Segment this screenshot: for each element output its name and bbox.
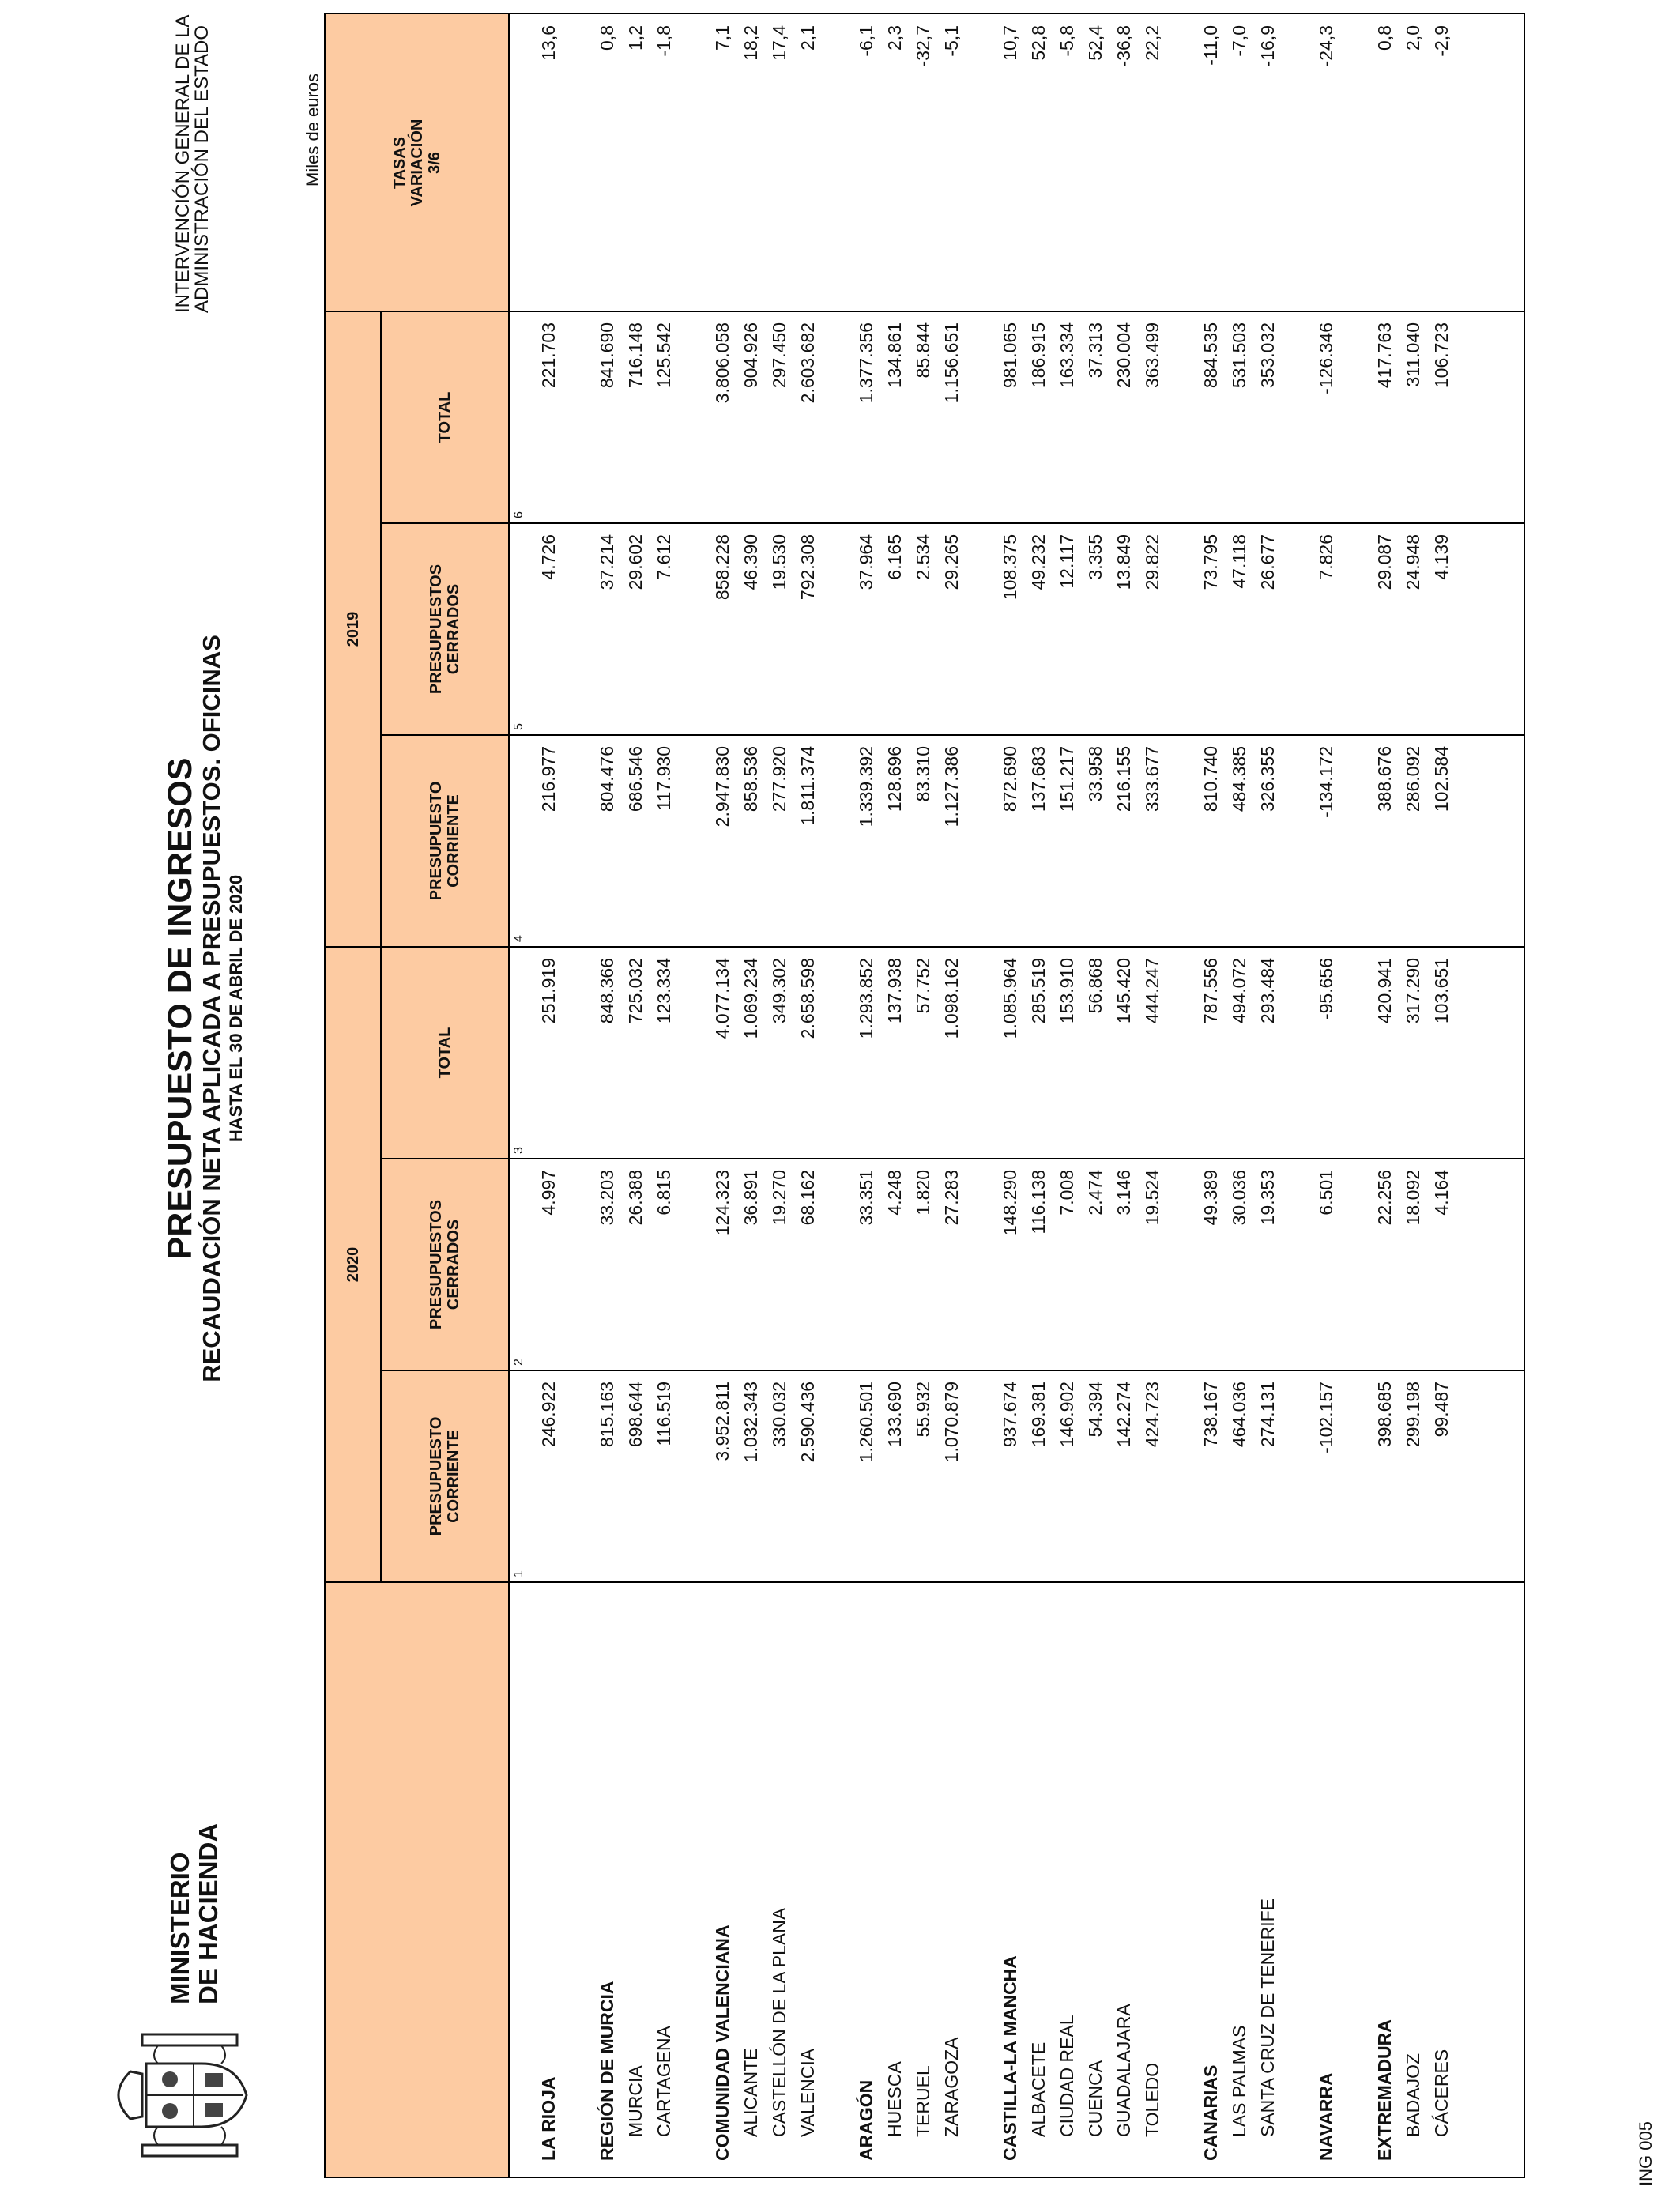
value-cell: 2.474 (1085, 1170, 1106, 1216)
document-code: ING 005 (1636, 2121, 1656, 2186)
report-title: PRESUPUESTO DE INGRESOS (161, 757, 199, 1260)
rate-cell: -6,1 (856, 25, 876, 57)
value-cell: 83.310 (913, 746, 933, 802)
province-row (909, 11, 937, 2177)
rate-cell: -36,8 (1113, 25, 1134, 67)
year-2020-header: 2020 (345, 1246, 362, 1283)
value-cell: 33.203 (597, 1170, 617, 1226)
igae-line-2: ADMINISTRACIÓN DEL ESTADO (191, 25, 213, 313)
header-total-2020: TOTAL (436, 1027, 454, 1079)
value-cell: 3.146 (1113, 1170, 1134, 1216)
value-cell: 858.536 (740, 746, 761, 812)
value-cell: 333.677 (1142, 746, 1162, 812)
value-cell: 1.069.234 (740, 958, 761, 1039)
value-cell: 981.065 (1000, 322, 1020, 389)
value-cell: 6.501 (1316, 1170, 1336, 1216)
column-number: 6 (512, 511, 525, 518)
value-cell: 4.139 (1431, 534, 1452, 580)
column-number: 4 (512, 935, 525, 942)
rate-cell: -1,8 (654, 25, 674, 57)
province-row (793, 11, 822, 2177)
region-row (1196, 11, 1225, 2177)
rate-cell: 18,2 (740, 25, 761, 61)
rate-cell: -2,9 (1431, 25, 1452, 57)
province-name: VALENCIA (797, 2048, 818, 2137)
units-label: Miles de euros (303, 73, 322, 187)
province-row (937, 11, 966, 2177)
province-name: TOLEDO (1142, 2062, 1162, 2137)
value-cell: 68.162 (797, 1170, 818, 1226)
value-cell: 169.381 (1028, 1382, 1049, 1448)
province-row (650, 11, 678, 2177)
value-cell: 29.822 (1142, 534, 1162, 590)
rate-cell: 52,8 (1028, 25, 1049, 61)
rate-cell: -24,3 (1316, 25, 1336, 67)
value-cell: 26.388 (625, 1170, 646, 1226)
region-row (852, 11, 880, 2177)
value-cell: 3.355 (1085, 534, 1106, 580)
value-cell: 738.167 (1200, 1382, 1221, 1448)
province-name: CÁCERES (1431, 2049, 1452, 2137)
value-cell: 33.958 (1085, 746, 1106, 802)
value-cell: 7.826 (1316, 534, 1336, 580)
value-cell: 484.385 (1229, 746, 1249, 812)
value-cell: 2.534 (913, 534, 933, 580)
value-cell: 285.519 (1028, 958, 1049, 1024)
column-number: 2 (512, 1359, 525, 1366)
value-cell: 277.920 (769, 746, 789, 812)
value-cell: 1.127.386 (941, 746, 962, 827)
value-cell: 2.603.682 (797, 322, 818, 404)
revenue-table (324, 13, 1525, 2178)
rate-cell: 10,7 (1000, 25, 1020, 61)
value-cell: 134.861 (884, 322, 905, 389)
province-name: ALBACETE (1028, 2041, 1049, 2137)
province-row (1253, 11, 1282, 2177)
value-cell: 420.941 (1374, 958, 1395, 1024)
rate-cell: 1,2 (625, 25, 646, 51)
value-cell: 3.806.058 (712, 322, 733, 404)
value-cell: 4.164 (1431, 1170, 1452, 1216)
value-cell: 1.070.879 (941, 1382, 962, 1463)
province-row (1399, 11, 1427, 2177)
value-cell: 6.165 (884, 534, 905, 580)
value-cell: 46.390 (740, 534, 761, 590)
rate-cell: -7,0 (1229, 25, 1249, 57)
value-cell: 37.964 (856, 534, 876, 590)
value-cell: 349.302 (769, 958, 789, 1024)
value-cell: 398.685 (1374, 1382, 1395, 1448)
rate-cell: -11,0 (1200, 25, 1221, 66)
value-cell: 293.484 (1257, 958, 1278, 1024)
value-cell: 49.389 (1200, 1170, 1221, 1226)
value-cell: 725.032 (625, 958, 646, 1024)
value-cell: 904.926 (740, 322, 761, 389)
rate-cell: 22,2 (1142, 25, 1162, 61)
value-cell: 1.156.651 (941, 322, 962, 404)
value-cell: 388.676 (1374, 746, 1395, 812)
value-cell: 494.072 (1229, 958, 1249, 1024)
value-cell: 13.849 (1113, 534, 1134, 590)
value-cell: 792.308 (797, 534, 818, 601)
rate-cell: -32,7 (913, 25, 933, 67)
value-cell: 3.952.811 (712, 1382, 733, 1461)
value-cell: 145.420 (1113, 958, 1134, 1024)
value-cell: 872.690 (1000, 746, 1020, 812)
rate-cell: 7,1 (712, 25, 733, 51)
header-tasas-variacion: TASAS VARIACIÓN 3/6 (391, 119, 443, 207)
province-name: CUENCA (1085, 2060, 1106, 2137)
value-cell: 1.085.964 (1000, 958, 1020, 1039)
rate-cell: 2,1 (797, 25, 818, 51)
value-cell: 464.036 (1229, 1382, 1249, 1448)
region-name: LA RIOJA (538, 2076, 559, 2161)
value-cell: 153.910 (1057, 958, 1077, 1024)
province-name: SANTA CRUZ DE TENERIFE (1257, 1898, 1278, 2137)
value-cell: 804.476 (597, 746, 617, 812)
column-number: 5 (512, 723, 525, 730)
rate-cell: -5,8 (1057, 25, 1077, 57)
value-cell: 1.377.356 (856, 322, 876, 404)
province-name: ZARAGOZA (941, 2037, 962, 2137)
value-cell: 19.530 (769, 534, 789, 590)
value-cell: 116.519 (654, 1382, 674, 1446)
value-cell: 19.353 (1257, 1170, 1278, 1226)
province-row (1138, 11, 1166, 2177)
value-cell: 1.293.852 (856, 958, 876, 1039)
province-row (880, 11, 909, 2177)
rate-cell: 13,6 (538, 25, 559, 61)
value-cell: 124.323 (712, 1170, 733, 1236)
value-cell: 2.590.436 (797, 1382, 818, 1463)
province-row (765, 11, 793, 2177)
value-cell: 7.008 (1057, 1170, 1077, 1216)
value-cell: 2.658.598 (797, 958, 818, 1039)
value-cell: 848.366 (597, 958, 617, 1024)
value-cell: 19.270 (769, 1170, 789, 1226)
coat-of-arms-icon (111, 2028, 261, 2162)
value-cell: -102.157 (1316, 1382, 1336, 1453)
region-name: CASTILLA-LA MANCHA (1000, 1955, 1020, 2161)
header-presupuestos-cerrados-2019: PRESUPUESTOS CERRADOS (428, 564, 462, 695)
rate-cell: -5,1 (941, 25, 962, 57)
header-presupuestos-cerrados-2020: PRESUPUESTOS CERRADOS (428, 1199, 462, 1330)
value-cell: 317.290 (1403, 958, 1423, 1024)
region-row (593, 11, 621, 2177)
value-cell: 33.351 (856, 1170, 876, 1226)
value-cell: 531.503 (1229, 322, 1249, 389)
region-row (1312, 11, 1340, 2177)
value-cell: 297.450 (769, 322, 789, 389)
value-cell: 326.355 (1257, 746, 1278, 812)
value-cell: 274.131 (1257, 1382, 1278, 1448)
value-cell: 24.948 (1403, 534, 1423, 590)
value-cell: 2.947.830 (712, 746, 733, 827)
value-cell: 246.922 (538, 1382, 559, 1448)
province-name: TERUEL (913, 2065, 933, 2137)
value-cell: 137.683 (1028, 746, 1049, 812)
ministry-line-2: DE HACIENDA (194, 1823, 223, 2004)
province-name: CIUDAD REAL (1057, 2015, 1077, 2137)
region-name: COMUNIDAD VALENCIANA (712, 1924, 733, 2161)
value-cell: 1.820 (913, 1170, 933, 1216)
value-cell: -134.172 (1316, 746, 1336, 818)
province-row (736, 11, 765, 2177)
value-cell: 49.232 (1028, 534, 1049, 590)
value-cell: 858.228 (712, 534, 733, 601)
value-cell: 55.932 (913, 1382, 933, 1438)
province-name: CASTELLÓN DE LA PLANA (769, 1907, 789, 2137)
column-number: 3 (512, 1147, 525, 1154)
rate-cell: 2,0 (1403, 25, 1423, 51)
province-row (1081, 11, 1109, 2177)
value-cell: 18.092 (1403, 1170, 1423, 1226)
column-number: 1 (512, 1570, 525, 1578)
value-cell: 1.098.162 (941, 958, 962, 1039)
province-name: GUADALAJARA (1113, 2004, 1134, 2137)
value-cell: 37.214 (597, 534, 617, 590)
value-cell: 128.696 (884, 746, 905, 812)
value-cell: 85.844 (913, 322, 933, 379)
province-name: BADAJOZ (1403, 2053, 1423, 2137)
ministry-name (166, 1823, 223, 2004)
region-name: REGIÓN DE MURCIA (597, 1981, 617, 2161)
value-cell: 56.868 (1085, 958, 1106, 1014)
value-cell: 787.556 (1200, 958, 1221, 1024)
province-name: HUESCA (884, 2061, 905, 2137)
value-cell: 117.930 (654, 746, 674, 811)
rate-cell: 2,3 (884, 25, 905, 51)
value-cell: 330.032 (769, 1382, 789, 1448)
header-presupuesto-corriente-2019: PRESUPUESTO CORRIENTE (428, 781, 462, 901)
value-cell: 937.674 (1000, 1382, 1020, 1448)
value-cell: 810.740 (1200, 746, 1221, 812)
value-cell: 716.148 (625, 322, 646, 389)
province-row (1053, 11, 1081, 2177)
value-cell: 73.795 (1200, 534, 1221, 590)
value-cell: 26.677 (1257, 534, 1278, 590)
value-cell: 108.375 (1000, 534, 1020, 601)
header-presupuesto-corriente-2020: PRESUPUESTO CORRIENTE (428, 1416, 462, 1536)
value-cell: 230.004 (1113, 322, 1134, 389)
report-titles (162, 613, 247, 1404)
value-cell: 29.602 (625, 534, 646, 590)
province-name: MURCIA (625, 2065, 646, 2137)
region-row (708, 11, 736, 2177)
value-cell: 286.092 (1403, 746, 1423, 812)
value-cell: 186.915 (1028, 322, 1049, 389)
value-cell: 216.977 (538, 746, 559, 812)
value-cell: 54.394 (1085, 1382, 1106, 1438)
province-name: LAS PALMAS (1229, 2025, 1249, 2137)
rate-cell: 17,4 (769, 25, 789, 61)
value-cell: 103.651 (1431, 958, 1452, 1024)
value-cell: -126.346 (1316, 322, 1336, 394)
rate-cell: 0,8 (1374, 25, 1395, 51)
province-row (1109, 11, 1138, 2177)
province-row (621, 11, 650, 2177)
value-cell: 221.703 (538, 322, 559, 389)
rate-cell: -16,9 (1257, 25, 1278, 67)
value-cell: 1.032.343 (740, 1382, 761, 1463)
value-cell: 417.763 (1374, 322, 1395, 389)
value-cell: 133.690 (884, 1382, 905, 1448)
value-cell: 27.283 (941, 1170, 962, 1226)
value-cell: 1.811.374 (797, 746, 818, 826)
value-cell: 37.313 (1085, 322, 1106, 379)
value-cell: 251.919 (538, 958, 559, 1024)
value-cell: 12.117 (1057, 534, 1077, 589)
ministry-line-1: MINISTERIO (165, 1852, 194, 2004)
value-cell: 36.891 (740, 1170, 761, 1226)
value-cell: 815.163 (597, 1382, 617, 1448)
value-cell: 30.036 (1229, 1170, 1249, 1226)
value-cell: 299.198 (1403, 1382, 1423, 1448)
value-cell: 4.248 (884, 1170, 905, 1216)
region-row (534, 11, 563, 2177)
value-cell: 29.265 (941, 534, 962, 590)
rate-cell: 52,4 (1085, 25, 1106, 61)
value-cell: 424.723 (1142, 1382, 1162, 1448)
value-cell: 698.644 (625, 1382, 646, 1448)
value-cell: 841.690 (597, 322, 617, 389)
value-cell: 116.138 (1028, 1170, 1049, 1235)
value-cell: 123.334 (654, 958, 674, 1024)
value-cell: 1.339.392 (856, 746, 876, 827)
report-date: HASTA EL 30 DE ABRIL DE 2020 (226, 874, 246, 1143)
value-cell: 99.487 (1431, 1382, 1452, 1438)
value-cell: 4.997 (538, 1170, 559, 1216)
value-cell: 216.155 (1113, 746, 1134, 812)
value-cell: 22.256 (1374, 1170, 1395, 1226)
region-name: ARAGÓN (856, 2079, 876, 2161)
value-cell: 884.535 (1200, 322, 1221, 389)
value-cell: 106.723 (1431, 322, 1452, 389)
value-cell: 102.584 (1431, 746, 1452, 812)
province-row (1225, 11, 1253, 2177)
province-row (1427, 11, 1456, 2177)
region-row (996, 11, 1024, 2177)
year-2019-header: 2019 (345, 611, 362, 647)
value-cell: 142.274 (1113, 1382, 1134, 1448)
value-cell: 444.247 (1142, 958, 1162, 1024)
province-name: CARTAGENA (654, 2025, 674, 2137)
value-cell: 19.524 (1142, 1170, 1162, 1226)
value-cell: 6.815 (654, 1170, 674, 1216)
rate-cell: 0,8 (597, 25, 617, 51)
value-cell: 4.077.134 (712, 958, 733, 1039)
header-total-2019: TOTAL (436, 391, 454, 443)
value-cell: 353.032 (1257, 322, 1278, 389)
igae-line-1: INTERVENCIÓN GENERAL DE LA (172, 14, 194, 313)
report-subtitle: RECAUDACIÓN NETA APLICADA A PRESUPUESTOS. OFICINAS (198, 635, 225, 1382)
value-cell: 163.334 (1057, 322, 1077, 389)
value-cell: 151.217 (1057, 746, 1077, 812)
value-cell: 148.290 (1000, 1170, 1020, 1236)
value-cell: -95.656 (1316, 958, 1336, 1020)
region-name: NAVARRA (1316, 2072, 1336, 2161)
value-cell: 311.040 (1403, 322, 1423, 387)
value-cell: 146.902 (1057, 1382, 1077, 1448)
value-cell: 29.087 (1374, 534, 1395, 590)
region-row (1370, 11, 1399, 2177)
value-cell: 137.938 (884, 958, 905, 1024)
province-name: ALICANTE (740, 2048, 761, 2137)
province-row (1024, 11, 1053, 2177)
region-name: EXTREMADURA (1374, 2019, 1395, 2161)
value-cell: 686.546 (625, 746, 646, 812)
value-cell: 7.612 (654, 534, 674, 580)
value-cell: 57.752 (913, 958, 933, 1014)
value-cell: 363.499 (1142, 322, 1162, 389)
value-cell: 125.542 (654, 322, 674, 389)
region-name: CANARIAS (1200, 2064, 1221, 2161)
value-cell: 1.260.501 (856, 1382, 876, 1463)
igae-label (174, 15, 212, 313)
value-cell: 47.118 (1229, 534, 1249, 589)
value-cell: 4.726 (538, 534, 559, 580)
